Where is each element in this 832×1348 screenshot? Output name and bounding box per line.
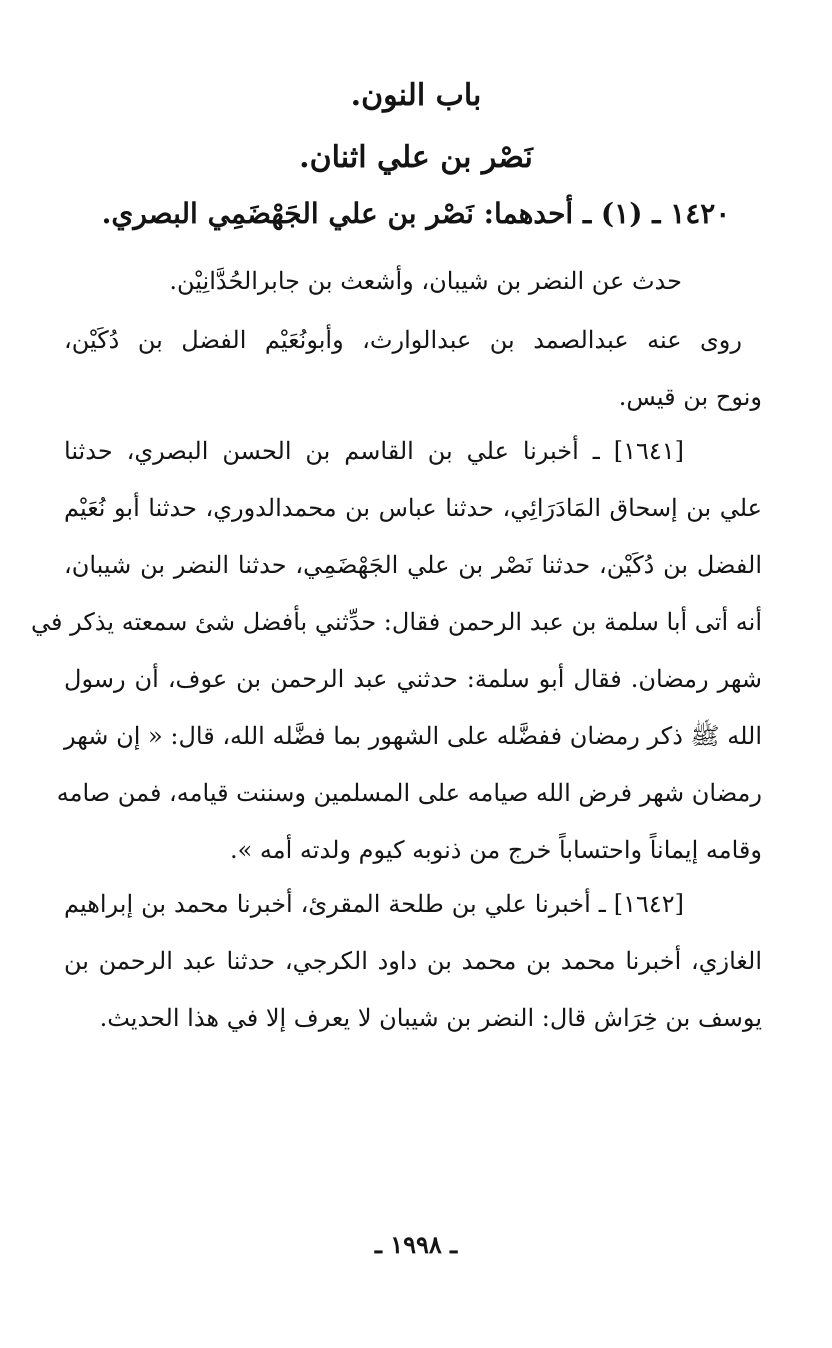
text-line: رمضان شهر فرض الله صيامه على المسلمين وسننت قيامه، فمن صامه	[56, 779, 762, 807]
narrated-from-paragraph	[64, 253, 682, 310]
entry-heading: ١٤٢٠ ـ (١) ـ أحدهما: نَصْر بن علي الجَهْضَمِي البصري.	[101, 197, 731, 230]
text-line: ونوح بن قيس.	[618, 383, 762, 411]
text-line: [١٦٤١] ـ أخبرنا علي بن القاسم بن الحسن البصري، حدثنا	[64, 437, 684, 465]
text-line: [١٦٤٢] ـ أخبرنا علي بن طلحة المقرئ، أخبرنا محمد بن إبراهيم	[64, 890, 684, 918]
text-line: الفضل بن دُكَيْن، حدثنا نَصْر بن علي الجَهْضَمِي، حدثنا النضر بن شيبان،	[64, 551, 762, 579]
chapter-title: باب النون.	[350, 78, 482, 113]
narrators-paragraph	[64, 312, 762, 426]
text-line: الله ﷺ ذكر رمضان ففضَّله على الشهور بما فضَّله الله، قال: « إن شهر	[64, 722, 762, 750]
text-line: حدث عن النضر بن شيبان، وأشعث بن جابرالحُدَّانِيْن.	[169, 267, 682, 295]
text-line: يوسف بن خِرَاش قال: النضر بن شيبان لا يعرف إلا في هذا الحديث.	[99, 1004, 762, 1032]
text-line: أنه أتى أبا سلمة بن عبد الرحمن فقال: حدِّثني بأفضل شئ سمعته يذكر في	[31, 608, 762, 636]
text-line: شهر رمضان. فقال أبو سلمة: حدثني عبد الرحمن بن عوف، أن رسول	[64, 665, 762, 693]
hadith-1642-paragraph	[64, 876, 762, 1047]
text-line: الغازي، أخبرنا محمد بن محمد بن داود الكرجي، حدثنا عبد الرحمن بن	[64, 947, 762, 975]
text-line: وقامه إيماناً واحتساباً خرج من ذنوبه كيوم ولدته أمه ».	[229, 836, 762, 864]
text-line: روى عنه عبدالصمد بن عبدالوارث، وأبونُعَيْم الفضل بن دُكَيْن،	[64, 326, 742, 354]
page-number: ـ ١٩٩٨ ـ	[374, 1230, 458, 1259]
hadith-1641-paragraph	[31, 423, 762, 879]
text-line: علي بن إسحاق المَادَرَائِي، حدثنا عباس بن محمدالدوري، حدثنا أبو نُعَيْم	[64, 494, 762, 522]
person-heading: نَصْر بن علي اثنان.	[299, 140, 533, 175]
